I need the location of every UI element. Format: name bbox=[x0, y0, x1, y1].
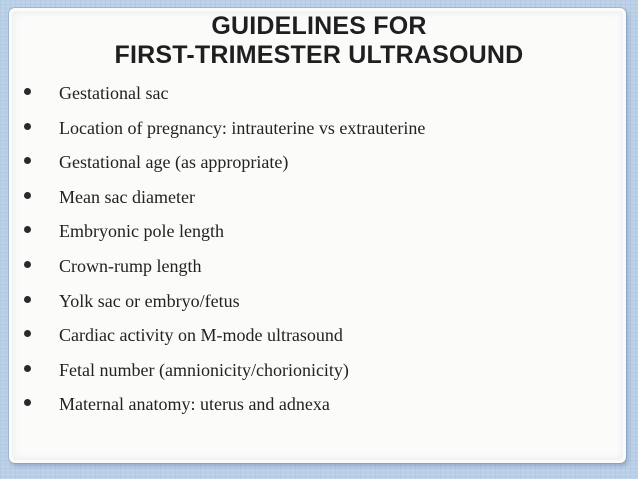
title-line-1: GUIDELINES FOR bbox=[211, 12, 427, 40]
bullet-dot-icon bbox=[24, 399, 31, 406]
bullet-item-crown-rump-length bbox=[24, 256, 624, 291]
bullet-text: Location of pregnancy: intrauterine vs extrauterine bbox=[59, 117, 426, 138]
slide-title bbox=[0, 12, 638, 70]
bullet-text: Gestational sac bbox=[59, 83, 169, 103]
bullet-text: Fetal number (amnionicity/chorionicity) bbox=[59, 359, 349, 380]
bullet-item-cardiac-activity bbox=[24, 325, 624, 360]
bullet-dot-icon bbox=[24, 330, 31, 337]
bullet-item-embryonic-pole-length bbox=[24, 221, 624, 256]
bullet-dot-icon bbox=[24, 261, 31, 268]
bullet-item-maternal-anatomy bbox=[24, 394, 624, 429]
bullet-item-mean-sac-diameter bbox=[24, 187, 624, 222]
bullet-text: Cardiac activity on M-mode ultrasound bbox=[59, 325, 343, 346]
bullet-item-fetal-number bbox=[24, 360, 624, 395]
bullet-text: Gestational age (as appropriate) bbox=[59, 152, 289, 173]
bullet-text: Crown-rump length bbox=[59, 255, 202, 276]
bullet-list bbox=[24, 83, 624, 429]
bullet-dot-icon bbox=[24, 365, 31, 372]
bullet-dot-icon bbox=[24, 123, 31, 130]
title-line-2: FIRST-TRIMESTER ULTRASOUND bbox=[114, 41, 524, 69]
bullet-text: Yolk sac or embryo/fetus bbox=[59, 290, 240, 311]
bullet-dot-icon bbox=[24, 88, 31, 95]
bullet-dot-icon bbox=[24, 192, 31, 199]
bullet-item-yolk-sac bbox=[24, 291, 624, 326]
bullet-text: Maternal anatomy: uterus and adnexa bbox=[59, 394, 330, 415]
bullet-item-gestational-age bbox=[24, 152, 624, 187]
bullet-text: Mean sac diameter bbox=[59, 186, 195, 207]
bullet-dot-icon bbox=[24, 296, 31, 303]
bullet-item-gestational-sac bbox=[24, 83, 624, 118]
bullet-text: Embryonic pole length bbox=[59, 221, 224, 242]
bullet-dot-icon bbox=[24, 157, 31, 164]
bullet-item-location-of-pregnancy bbox=[24, 118, 624, 153]
bullet-dot-icon bbox=[24, 226, 31, 233]
